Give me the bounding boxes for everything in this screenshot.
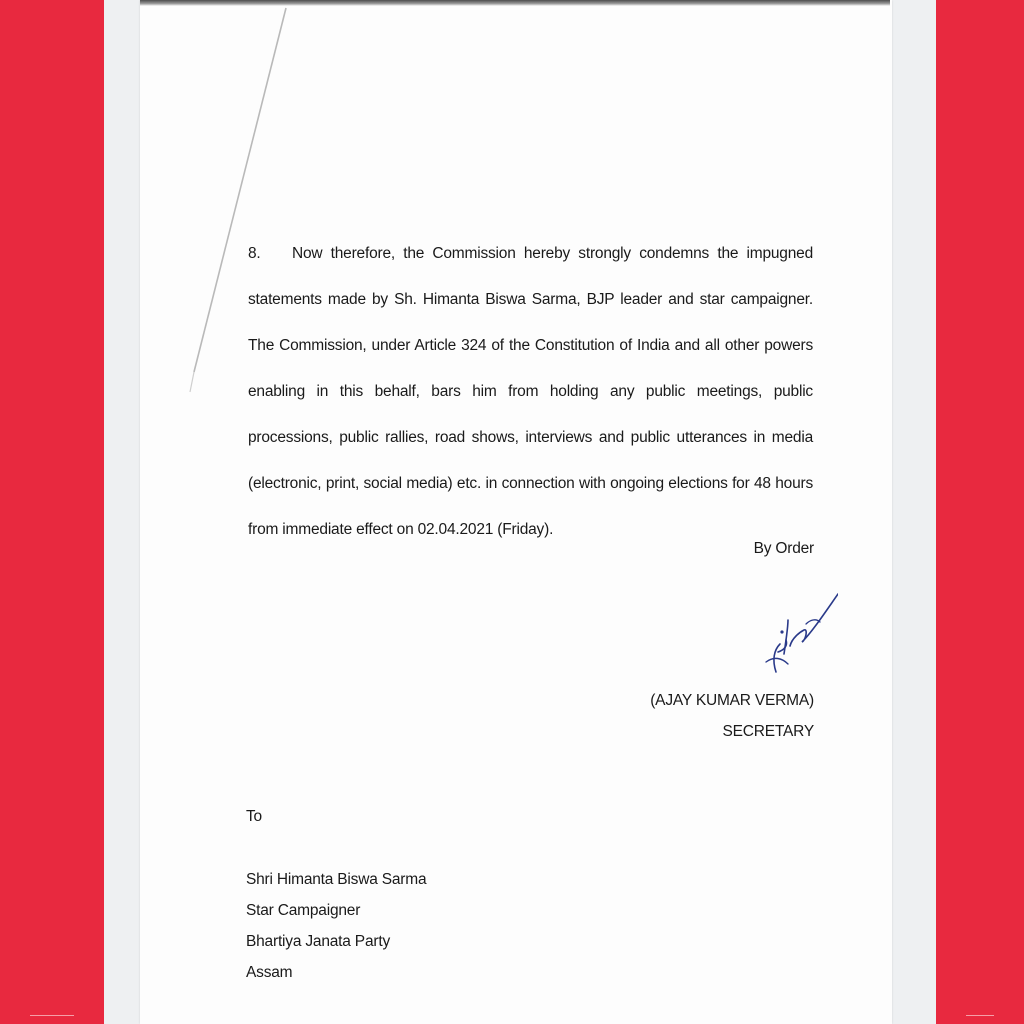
addressee-line: Bhartiya Janata Party [246,933,390,950]
paragraph-number: 8. [248,245,261,262]
addressee-line: Star Campaigner [246,902,361,919]
document-frame [104,0,936,1024]
addressee-block [246,864,426,988]
signatory-title: SECRETARY [722,723,814,740]
scanned-letter-page [140,0,892,1024]
handwritten-signature [728,580,838,680]
paragraph-text: Now therefore, the Commission hereby strongly condemns the impugned statements made by Sh. Himanta Biswa Sarma, BJP leader and star campaigner. The Commission, under Article 324 of the Constitution of India and all other powers enabling in this behalf, bars him from holding any public meetings, public processions, public rallies, road shows, interviews and public utterances in media (electronic, print, social media) etc. in connection with ongoing elections for 48 hours from immediate effect on 02.04.2021 (Friday). [248,245,813,538]
order-paragraph [248,231,813,553]
signatory-name: (AJAY KUMAR VERMA) [650,692,814,709]
addressee-line: Assam [246,964,293,981]
addressee-line: Shri Himanta Biswa Sarma [246,871,427,888]
by-order-label: By Order [753,540,814,557]
left-red-band [0,0,104,1024]
right-red-band [936,0,1024,1024]
to-label: To [246,808,262,825]
